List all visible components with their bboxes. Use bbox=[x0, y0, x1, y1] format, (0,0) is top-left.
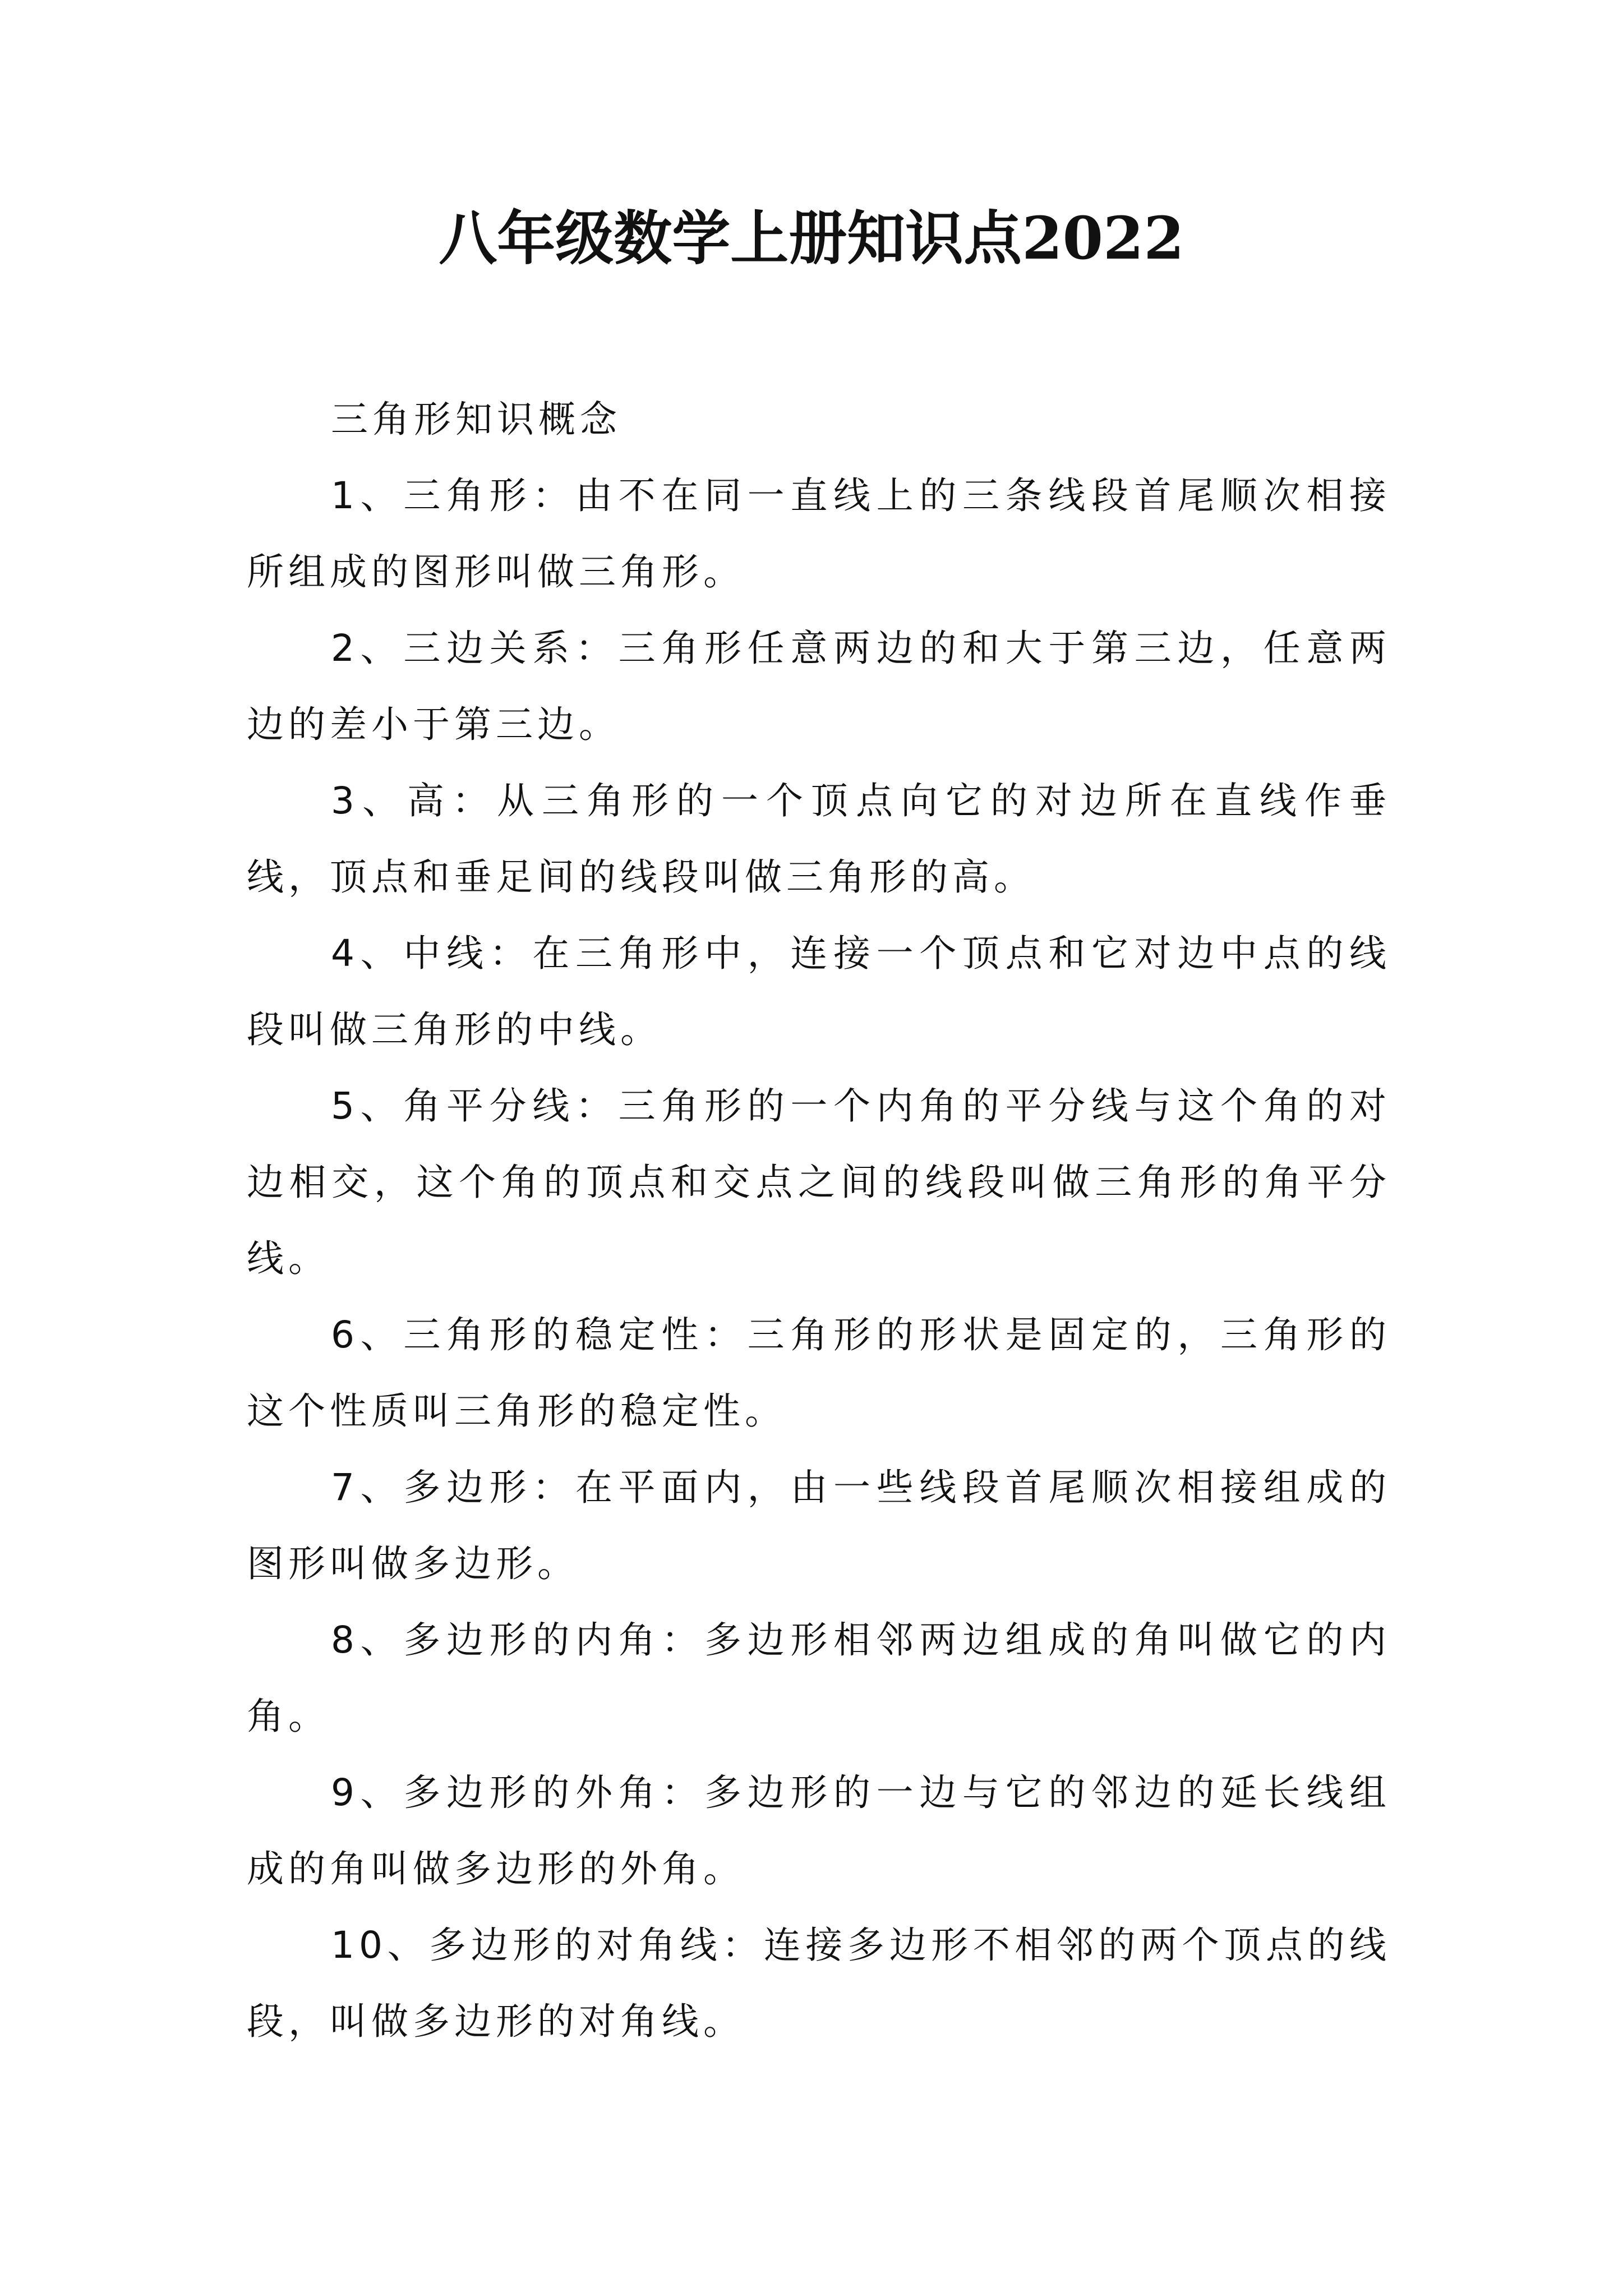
paragraph-1: 1、三角形：由不在同一直线上的三条线段首尾顺次相接所组成的图形叫做三角形。 bbox=[247, 474, 1391, 593]
paragraph-10: 10、多边形的对角线：连接多边形不相邻的两个顶点的线段，叫做多边形的对角线。 bbox=[247, 1924, 1391, 2043]
paragraph-9: 9、多边形的外角：多边形的一边与它的邻边的延长线组成的角叫做多边形的外角。 bbox=[247, 1771, 1391, 1890]
document-body bbox=[247, 381, 1391, 2060]
section-heading: 三角形知识概念 bbox=[331, 398, 621, 441]
paragraph-4: 4、中线：在三角形中，连接一个顶点和它对边中点的线段叫做三角形的中线。 bbox=[247, 932, 1391, 1051]
document-title: 八年级数学上册知识点2022 bbox=[439, 204, 1184, 273]
paragraph-5: 5、角平分线：三角形的一个内角的平分线与这个角的对边相交，这个角的顶点和交点之间的线段叫做三角形的角平分线。 bbox=[247, 1084, 1391, 1280]
paragraph-6: 6、三角形的稳定性：三角形的形状是固定的，三角形的这个性质叫三角形的稳定性。 bbox=[247, 1313, 1391, 1433]
paragraph-8: 8、多边形的内角：多边形相邻两边组成的角叫做它的内角。 bbox=[247, 1618, 1391, 1738]
paragraph-7: 7、多边形：在平面内，由一些线段首尾顺次相接组成的图形叫做多边形。 bbox=[247, 1466, 1391, 1585]
paragraph-3: 3、高：从三角形的一个顶点向它的对边所在直线作垂线，顶点和垂足间的线段叫做三角形的高。 bbox=[247, 779, 1391, 899]
paragraph-2: 2、三边关系：三角形任意两边的和大于第三边，任意两边的差小于第三边。 bbox=[247, 627, 1391, 746]
